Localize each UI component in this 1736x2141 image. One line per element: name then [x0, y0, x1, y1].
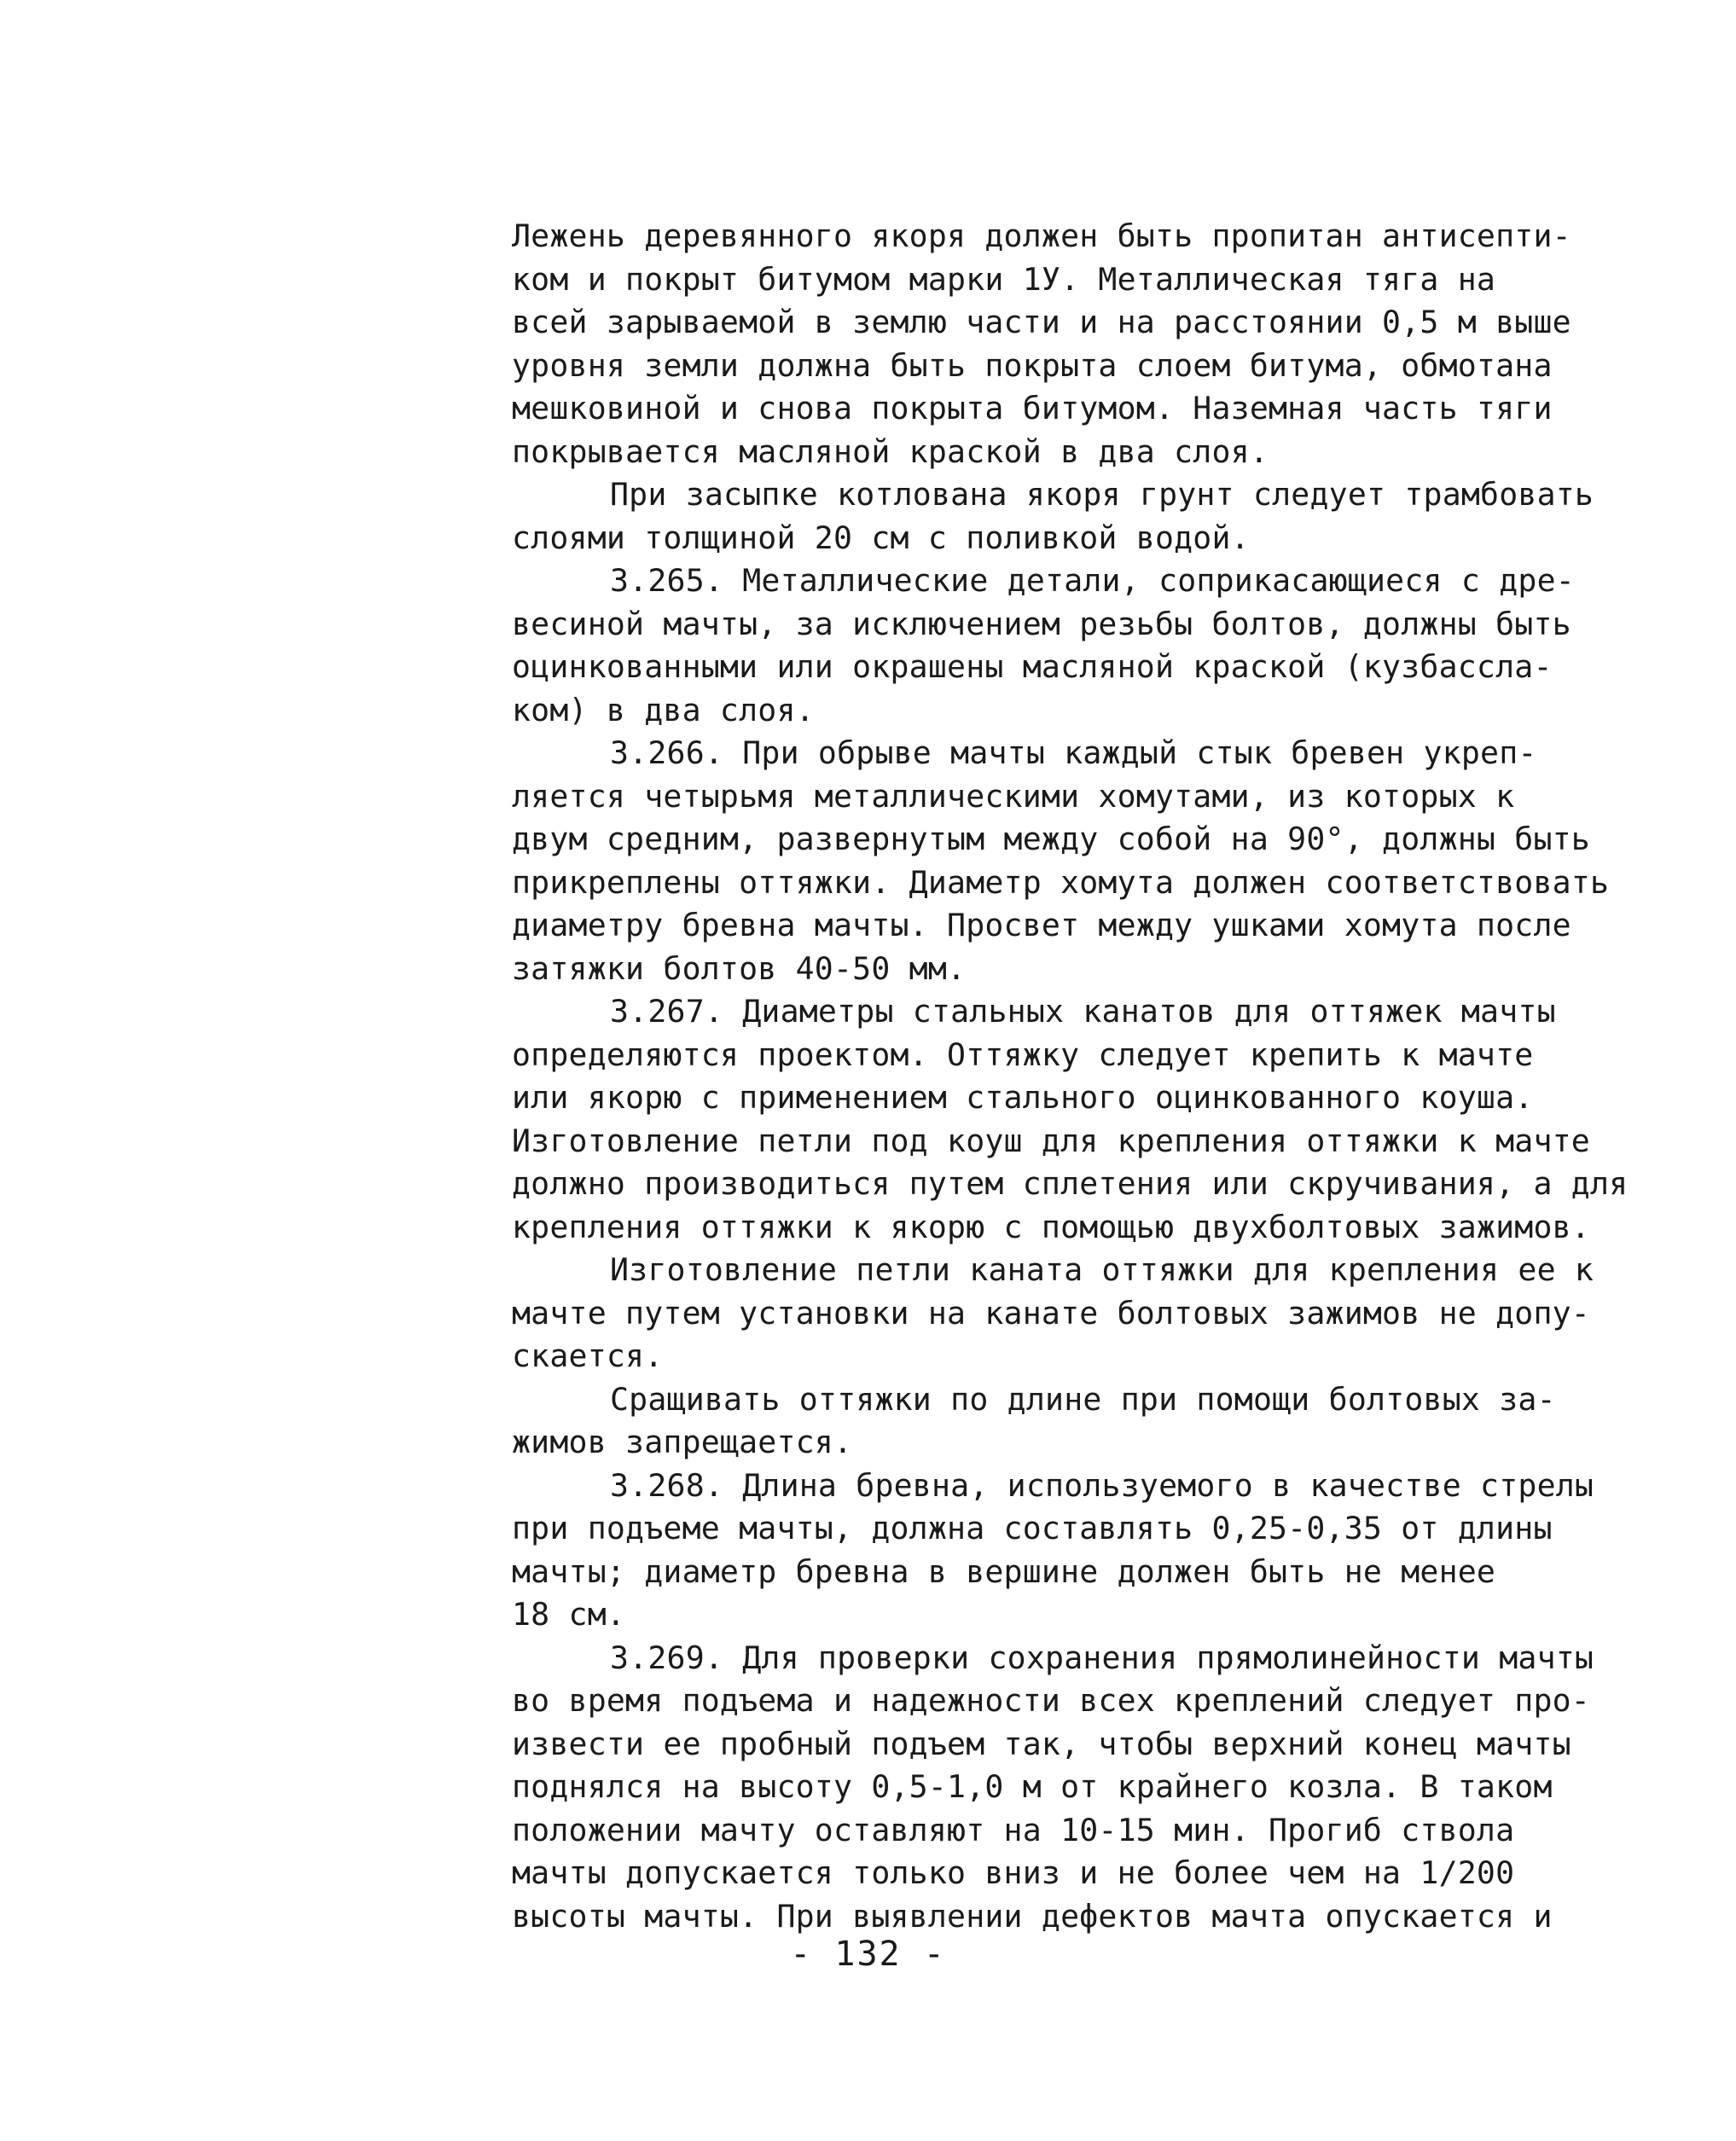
text-line: Сращивать оттяжки по длине при помощи болтовых за-: [610, 1380, 1556, 1418]
text-line: мачты допускается только вниз и не более чем на 1/200: [512, 1854, 1515, 1891]
text-line: всей зарываемой в землю части и на расстоянии 0,5 м выше: [512, 304, 1571, 340]
text-line: мачты; диаметр бревна в вершине должен быть не менее: [512, 1552, 1496, 1590]
text-line: диаметру бревна мачты. Просвет между ушками хомута после: [512, 907, 1571, 943]
text-line: прикреплены оттяжки. Диаметр хомута должен соответствовать: [512, 863, 1610, 901]
text-line: покрывается масляной краской в два слоя.: [512, 432, 1269, 470]
text-line: Изготовление петли под коуш для крепления оттяжки к мачте: [512, 1122, 1590, 1159]
page-number: - 132 -: [790, 1935, 946, 1974]
text-line: затяжки болтов 40-50 мм.: [512, 949, 967, 987]
text-line: уровня земли должна быть покрыта слоем битума, обмотана: [512, 346, 1553, 384]
text-line: ком и покрыт битумом марки 1У. Металлическая тяга на: [512, 260, 1496, 298]
text-line: извести ее пробный подъем так, чтобы верхний конец мачты: [512, 1725, 1571, 1762]
text-line: 3.266. При обрыве мачты каждый стык бревен укреп-: [610, 734, 1537, 771]
text-line: 3.268. Длина бревна, используемого в качестве стрелы: [610, 1466, 1594, 1504]
text-line: двум средним, развернутым между собой на 90°, должны быть: [512, 821, 1590, 857]
text-line: должно производиться путем сплетения или скручивания, а для: [512, 1165, 1629, 1202]
text-line: определяются проектом. Оттяжку следует крепить к мачте: [512, 1036, 1534, 1073]
text-line: весиной мачты, за исключением резьбы болтов, должны быть: [512, 605, 1571, 642]
text-line: мешковиной и снова покрыта битумом. Наземная часть тяги: [512, 390, 1553, 426]
text-line: высоты мачты. При выявлении дефектов мачта опускается и: [512, 1897, 1553, 1935]
text-line: при подъеме мачты, должна составлять 0,25-0,35 от длины: [512, 1510, 1553, 1546]
body-text: [512, 215, 1663, 1938]
text-line: мачте путем установки на канате болтовых зажимов не допу-: [512, 1294, 1590, 1332]
text-line: крепления оттяжки к якорю с помощью двухболтовых зажимов.: [512, 1208, 1590, 1245]
text-line: скается.: [512, 1337, 664, 1374]
text-line: ляется четырьмя металлическими хомутами, из которых к: [512, 777, 1515, 815]
text-line: Изготовление петли каната оттяжки для крепления ее к: [610, 1251, 1594, 1288]
text-line: или якорю с применением стального оцинкованного коуша.: [512, 1079, 1534, 1116]
text-line: слоями толщиной 20 см с поливкой водой.: [512, 519, 1250, 556]
text-line: ком) в два слоя.: [512, 691, 815, 728]
text-line: поднялся на высоту 0,5-1,0 м от крайнего козла. В таком: [512, 1768, 1553, 1805]
text-line: 3.269. Для проверки сохранения прямолинейности мачты: [610, 1639, 1594, 1676]
text-line: 18 см.: [512, 1596, 626, 1633]
text-line: оцинкованными или окрашены масляной краской (кузбассла-: [512, 648, 1553, 685]
text-line: жимов запрещается.: [512, 1424, 853, 1460]
text-line: во время подъема и надежности всех креплений следует про-: [512, 1682, 1590, 1719]
text-line: 3.265. Металлические детали, соприкасающиеся с дре-: [610, 562, 1575, 599]
text-line: Лежень деревянного якоря должен быть пропитан антисепти-: [512, 218, 1571, 254]
text-line: положении мачту оставляют на 10-15 мин. Прогиб ствола: [512, 1811, 1515, 1848]
text-line: 3.267. Диаметры стальных канатов для оттяжек мачты: [610, 993, 1556, 1030]
text-line: При засыпке котлована якоря грунт следует трамбовать: [610, 476, 1594, 513]
